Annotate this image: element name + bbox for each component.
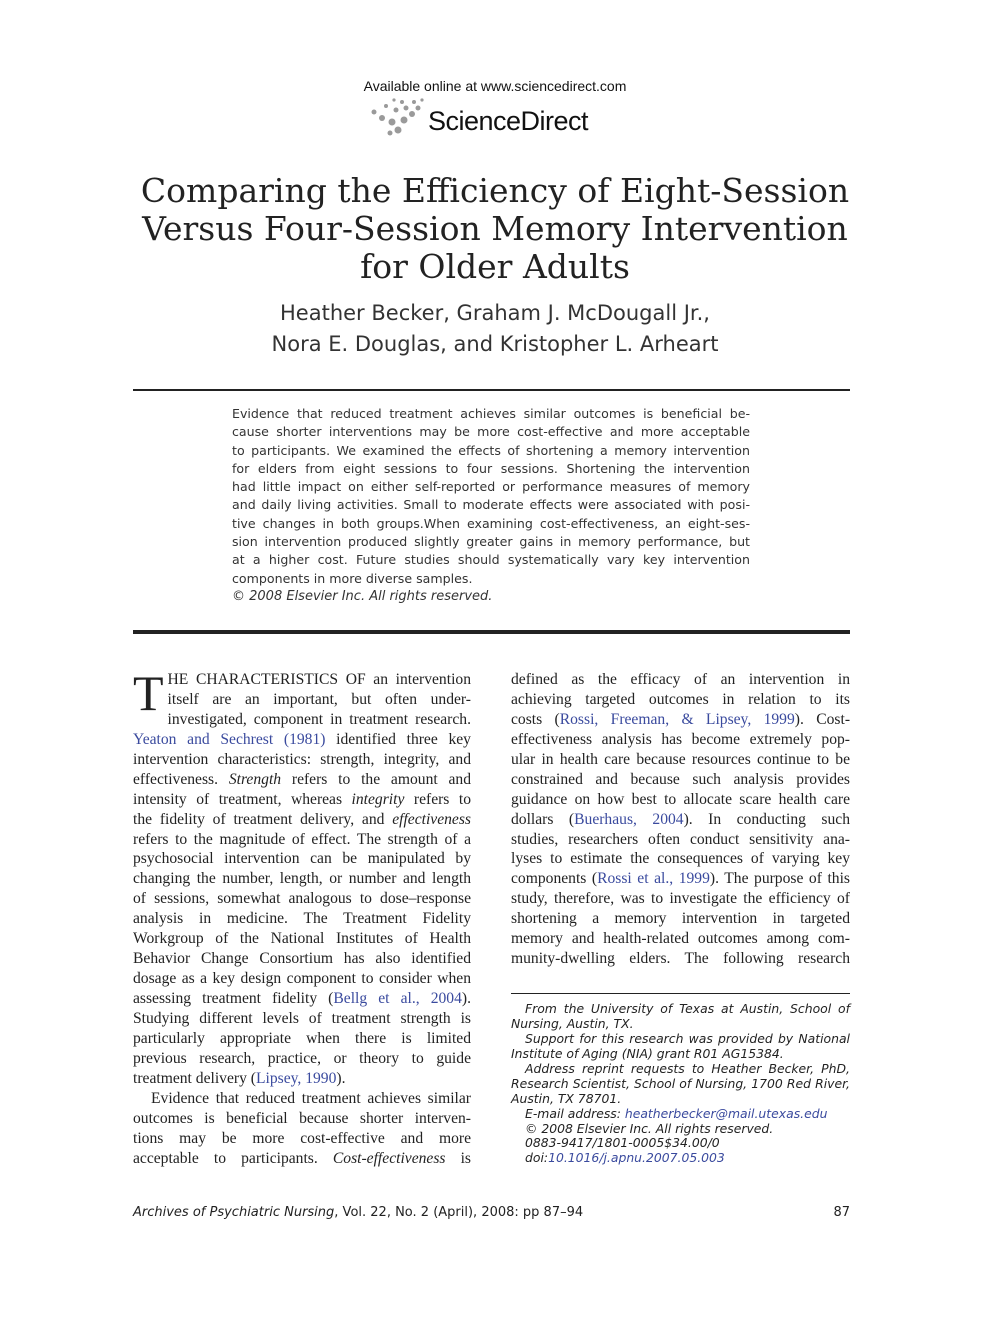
body-line: outcomes is beneficial because shorter interven- (133, 1109, 471, 1127)
body-line (511, 710, 850, 730)
body-text: dollars ( (511, 810, 575, 828)
body-line: of sessions, somewhat analogous to dose–response (133, 890, 471, 908)
abstract-line: Evidence that reduced treatment achieves similar outcomes is beneficial be- (232, 406, 750, 421)
abstract-line: components in more diverse samples. (232, 570, 473, 586)
body-line: lyses to estimate the consequences of varying key (511, 850, 850, 868)
body-line: shortening a memory intervention in targeted (511, 910, 850, 928)
footnote-issn: 0883-9417/1801-0005$34.00/0 (525, 1135, 720, 1151)
citation-details: , Vol. 22, No. 2 (April), 2008: pp 87–94 (334, 1205, 584, 1220)
sciencedirect-dots-icon (368, 96, 428, 142)
citation-link[interactable]: Rossi et al., 1999 (597, 870, 710, 888)
sciencedirect-logo[interactable] (368, 96, 608, 142)
body-line: refers to the magnitude of effect. The strength of a (133, 830, 471, 848)
abstract-line: and daily living activities. Small to moderate effects were associated with posi- (232, 497, 750, 513)
emphasis: effectiveness (392, 810, 471, 828)
body-line: Workgroup of the National Institutes of Health (133, 930, 471, 948)
body-text: is (445, 1149, 471, 1167)
body-text: ). (461, 990, 471, 1007)
title-line: for Older Adults (360, 247, 630, 286)
abstract-line: sion intervention produced slightly greater gains in memory performance, but (232, 534, 750, 550)
body-line: constrained and because such analysis provides (511, 770, 850, 788)
footnote-line: Nursing, Austin, TX. (511, 1015, 634, 1031)
journal-name: Archives of Psychiatric Nursing (133, 1205, 335, 1220)
body-line: study, therefore, was to investigate the efficiency of (511, 890, 850, 908)
body-column-left (133, 665, 472, 1168)
body-line: memory and health-related outcomes among com- (511, 930, 850, 948)
footnote-line (511, 1107, 850, 1122)
footnote-rule (511, 993, 850, 994)
article-title (100, 172, 890, 286)
title-line: Comparing the Efficiency of Eight-Session (140, 171, 850, 210)
body-line: defined as the efficacy of an intervention in (511, 671, 850, 688)
body-text: ). In conducting such (683, 810, 850, 828)
body-line: investigated, component in treatment research. (167, 710, 471, 728)
body-line: Studying different levels of treatment strength is (133, 1009, 471, 1027)
body-line (133, 989, 471, 1009)
abstract-top-rule (133, 389, 850, 391)
body-line: tions may be more cost-effective and more (133, 1129, 471, 1147)
emphasis: integrity (351, 790, 405, 808)
body-text: treatment delivery ( (133, 1069, 256, 1087)
drop-cap: T (133, 665, 164, 721)
body-line (133, 730, 471, 750)
citation-link[interactable]: Lipsey, 1990 (255, 1069, 337, 1087)
body-line: psychosocial intervention can be manipulated by (133, 850, 471, 868)
abstract-line: had little impact on either self-reported or performance measures of memory (232, 479, 750, 495)
email-label: E-mail address: (525, 1105, 625, 1121)
body-line (133, 790, 471, 810)
body-text: components ( (511, 870, 598, 888)
sciencedirect-wordmark: ScienceDirect (428, 106, 589, 136)
doi-link[interactable]: 10.1016/j.apnu.2007.05.003 (548, 1150, 725, 1166)
body-line: munity-dwelling elders. The following research (511, 950, 850, 968)
body-line (511, 810, 850, 830)
abstract-line: tive changes in both groups.When examining cost-effectiveness, an eight-ses- (232, 515, 750, 531)
abstract-line: to participants. We examined the effects of shortening a memory intervention (232, 442, 750, 458)
body-column-right (511, 670, 850, 969)
body-line: previous research, practice, or theory to guide (133, 1049, 471, 1067)
citation-link[interactable]: Yeaton and Sechrest (1981) (133, 730, 326, 748)
body-text: the fidelity of treatment delivery, and (133, 810, 393, 828)
body-text: ). The purpose of this (709, 870, 850, 888)
body-line: dosage as a key design component to consider when (133, 970, 471, 988)
body-line: itself are an important, but often under- (167, 690, 471, 708)
body-text: acceptable to participants. (133, 1149, 333, 1167)
abstract (232, 405, 750, 606)
body-text: refers to (404, 790, 471, 808)
body-line: ular in health care because resources continue to be (511, 750, 850, 768)
body-text: ). Cost- (794, 710, 851, 728)
footnote-line: Research Scientist, School of Nursing, 1700 Red River, (511, 1075, 850, 1091)
body-line (133, 810, 471, 830)
citation-link[interactable]: Rossi, Freeman, & Lipsey, 1999 (559, 710, 795, 728)
body-line: studies, researchers often conduct sensitivity ana- (511, 830, 850, 848)
footnote-line: Austin, TX 78701. (511, 1090, 622, 1106)
citation-link[interactable]: Bellg et al., 2004 (333, 990, 462, 1007)
journal-citation (133, 1205, 583, 1220)
footnote-line: Support for this research was provided by National (525, 1030, 850, 1046)
abstract-line: cause shorter interventions may be more cost-effective and more acceptable (232, 424, 750, 440)
body-line (133, 1149, 471, 1169)
title-line: Versus Four-Session Memory Intervention (142, 209, 848, 248)
body-line (133, 770, 471, 790)
footnotes (511, 1002, 850, 1166)
citation-link[interactable]: Buerhaus, 2004 (574, 810, 684, 828)
body-text: refers to the amount and (281, 770, 472, 788)
body-text: costs ( (511, 710, 560, 728)
article-authors (100, 298, 890, 360)
abstract-line: for elders from eight sessions to four sessions. Shortening the intervention (232, 460, 750, 476)
body-line: effectiveness analysis has become extremely pop- (511, 730, 850, 748)
body-line: intervention characteristics: strength, integrity, and (133, 750, 471, 768)
abstract-line: at a higher cost. Future studies should systematically vary key intervention (232, 552, 750, 568)
email-link[interactable]: heatherbecker@mail.utexas.edu (624, 1105, 828, 1121)
body-line: Behavior Change Consortium has also identified (133, 950, 471, 968)
body-line (133, 1069, 471, 1089)
authors-line: Nora E. Douglas, and Kristopher L. Arheart (271, 332, 719, 356)
body-line (511, 869, 850, 889)
footnote-line: Institute of Aging (NIA) grant R01 AG15384. (511, 1045, 784, 1061)
availability-notice: Available online at www.sciencedirect.com (363, 78, 627, 94)
body-line: HE CHARACTERISTICS OF an intervention (167, 671, 471, 688)
body-line: achieving targeted outcomes in relation to its (511, 690, 850, 708)
emphasis: Strength (228, 770, 282, 788)
footnote-line (511, 1151, 850, 1166)
body-text: effectiveness. (133, 770, 229, 788)
body-line: analysis in medicine. The Treatment Fidelity (133, 910, 471, 928)
footnote-copyright: © 2008 Elsevier Inc. All rights reserved. (525, 1120, 774, 1136)
abstract-copyright: © 2008 Elsevier Inc. All rights reserved. (232, 588, 493, 604)
body-line: guidance on how best to allocate scare health care (511, 790, 850, 808)
page-number: 87 (833, 1205, 850, 1220)
emphasis: Cost-effectiveness (332, 1149, 446, 1167)
body-text: intensity of treatment, whereas (133, 790, 352, 808)
body-line: particularly appropriate when there is limited (133, 1029, 471, 1047)
footnote-line: Address reprint requests to Heather Becker, PhD, (525, 1060, 850, 1076)
abstract-bottom-rule (133, 630, 850, 634)
body-text: identified three key (325, 730, 471, 748)
body-line: changing the number, length, or number and length (133, 870, 471, 888)
body-text: assessing treatment fidelity ( (133, 990, 334, 1007)
footnote-line: From the University of Texas at Austin, School of (525, 1001, 850, 1016)
authors-line: Heather Becker, Graham J. McDougall Jr., (280, 301, 710, 325)
body-text: ). (336, 1069, 346, 1087)
body-line: Evidence that reduced treatment achieves similar (151, 1089, 471, 1107)
doi-label: doi: (525, 1150, 549, 1166)
